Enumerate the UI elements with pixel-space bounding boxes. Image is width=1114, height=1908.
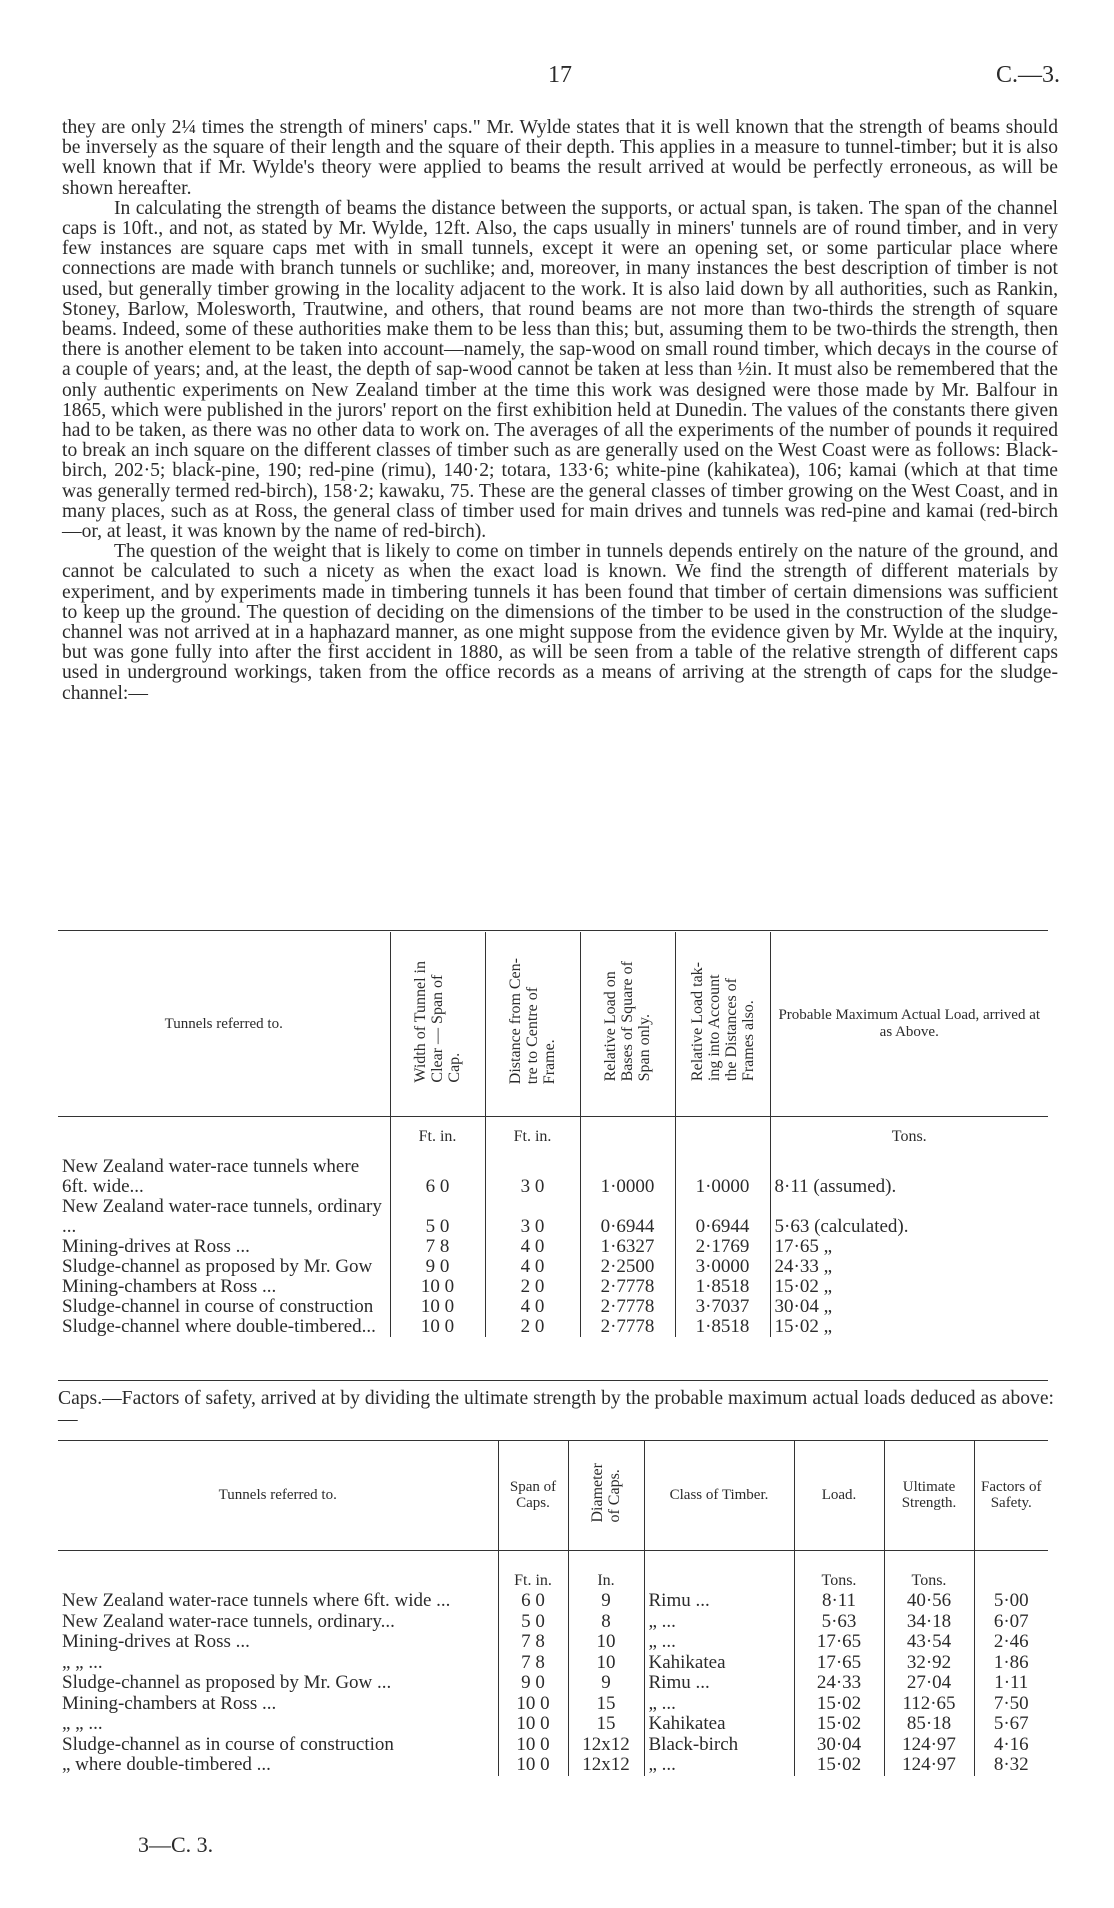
row-probable-load: 5·63 (calculated). xyxy=(770,1197,1048,1237)
row-probable-load: 24·33 „ xyxy=(770,1257,1048,1277)
table-bottom-rule xyxy=(58,1380,1048,1381)
row-relative-load-frames: 3·7037 xyxy=(675,1297,770,1317)
row-diameter: 15 xyxy=(568,1714,644,1735)
unit-cell xyxy=(580,1117,675,1158)
table-row xyxy=(58,1673,1048,1694)
row-relative-load: 2·2500 xyxy=(580,1257,675,1277)
row-distance: 4 0 xyxy=(485,1237,580,1257)
row-class: „ ... xyxy=(644,1632,794,1653)
table-row xyxy=(58,1197,1048,1237)
col-header-class: Class of Timber. xyxy=(644,1440,794,1551)
row-ultimate: 112·65 xyxy=(884,1694,974,1715)
row-distance: 4 0 xyxy=(485,1257,580,1277)
row-load: 24·33 xyxy=(794,1673,884,1694)
row-name: „ „ ... xyxy=(62,1651,103,1673)
paragraph: In calculating the strength of beams the distance between the supports, or actual span, is taken. The span of the channel caps is 10ft., and not, as stated by Mr. Wylde, 12ft. Also, the caps usually in miners' tunnels are of round timber, and in very few instances are square caps met with in small tunnels, except it were an opening set, or some particular place where connections are made with branch tunnels or suchlike; and, moreover, in many instances the best description of timber is not used, but generally timber growing in the locality adjacent to the work. It is also laid down by all authorities, such as Rankin, Stoney, Barlow, Molesworth, Trautwine, and others, that round beams are not more than two-thirds the strength of square beams. Indeed, some of these authorities make them to be less than this; but, assuming them to be two-thirds the strength, then there is another element to be taken into account—namely, the sap-wood on small round timber, which decays in the course of a couple of years; and, at the least, the depth of sap-wood cannot be taken at less than ½in. It must also be remembered that the only authentic experiments on New Zealand timber at the time this work was designed were those made by Mr. Balfour in 1865, which were published in the jurors' report on the first exhibition held at Dunedin. The values of the constants there given had to be taken, as there was no other data to work on. The averages of all the experiments of the number of pounds it required to break an inch square on the different classes of timber such as are generally used on the West Coast were as follows: Black-birch, 202·5; black-pine, 190; red-pine (rimu), 140·2; totara, 133·6; white-pine (kahikatea), 106; kamai (which at that time was generally termed red-birch), 158·2; kawaku, 75. These are the general classes of timber growing on the West Coast, and in many places, such as at Ross, the general class of timber used for main drives and tunnels was red-pine and kamai (red-birch—or, at least, it was known by the name of red-birch). xyxy=(62,197,1058,543)
unit-cell: Tons. xyxy=(794,1551,884,1592)
row-probable-load: 17·65 „ xyxy=(770,1237,1048,1257)
row-probable-load: 30·04 „ xyxy=(770,1297,1048,1317)
row-probable-load: 8·11 (assumed). xyxy=(770,1157,1048,1197)
row-name: Sludge-channel as proposed by Mr. Gow xyxy=(62,1256,373,1277)
col-header-factors: Factors of Safety. xyxy=(974,1440,1048,1551)
table-top-rule xyxy=(58,930,1048,931)
row-load: 15·02 xyxy=(794,1755,884,1776)
row-class: Kahikatea xyxy=(644,1714,794,1735)
table-header-row xyxy=(58,932,1048,1117)
row-span: 10 0 xyxy=(498,1755,568,1776)
row-distance: 2 0 xyxy=(485,1277,580,1297)
row-ultimate: 27·04 xyxy=(884,1673,974,1694)
unit-cell: Tons. xyxy=(770,1117,1048,1158)
row-relative-load-frames: 0·6944 xyxy=(675,1197,770,1237)
row-load: 30·04 xyxy=(794,1735,884,1756)
row-load: 8·11 xyxy=(794,1591,884,1612)
row-relative-load: 0·6944 xyxy=(580,1197,675,1237)
document-reference: C.—3. xyxy=(995,62,1060,88)
caps-paragraph: Caps.—Factors of safety, arrived at by dividing the ultimate strength by the probable maximum actual loads deduced as above:— xyxy=(58,1388,1054,1430)
row-factor: 1·11 xyxy=(974,1673,1048,1694)
col-header-relative-load-text: Relative Load on Bases of Square of Span only. xyxy=(602,961,653,1082)
table-row xyxy=(58,1653,1048,1674)
page-footer: 3—C. 3. xyxy=(138,1832,214,1857)
table-row xyxy=(58,1257,1048,1277)
row-load: 5·63 xyxy=(794,1612,884,1633)
row-factor: 4·16 xyxy=(974,1735,1048,1756)
col-header-load: Load. xyxy=(794,1440,884,1551)
row-name: New Zealand water-race tunnels, ordinary... xyxy=(62,1610,395,1632)
row-name: New Zealand water-race tunnels where 6ft. wide ... xyxy=(62,1590,451,1611)
row-diameter: 9 xyxy=(568,1673,644,1694)
row-relative-load-frames: 1·8518 xyxy=(675,1277,770,1297)
row-name: Mining-drives at Ross ... xyxy=(62,1236,250,1257)
row-name: Sludge-channel where double-timbered... xyxy=(62,1316,376,1337)
row-probable-load: 15·02 „ xyxy=(770,1317,1048,1337)
table-row xyxy=(58,1317,1048,1337)
row-name: Mining-drives at Ross ... xyxy=(62,1631,250,1652)
unit-cell: Ft. in. xyxy=(485,1117,580,1158)
row-ultimate: 34·18 xyxy=(884,1612,974,1633)
row-name: New Zealand water-race tunnels, ordinary ... xyxy=(62,1196,382,1237)
row-span: 10 0 xyxy=(390,1277,485,1297)
row-relative-load: 2·7778 xyxy=(580,1277,675,1297)
row-ultimate: 40·56 xyxy=(884,1591,974,1612)
row-distance: 2 0 xyxy=(485,1317,580,1337)
unit-cell: Tons. xyxy=(884,1551,974,1592)
table-row xyxy=(58,1591,1048,1612)
row-relative-load-frames: 1·8518 xyxy=(675,1317,770,1337)
row-class: Rimu ... xyxy=(644,1673,794,1694)
unit-cell: In. xyxy=(568,1551,644,1592)
table-header-row xyxy=(58,1440,1048,1551)
page-number: 17 xyxy=(548,62,572,88)
row-factor: 1·86 xyxy=(974,1653,1048,1674)
row-load: 15·02 xyxy=(794,1694,884,1715)
unit-cell xyxy=(644,1551,794,1592)
row-span: 10 0 xyxy=(390,1297,485,1317)
col-header-relative-load-frames xyxy=(675,932,770,1117)
table-row xyxy=(58,1237,1048,1257)
col-header-diameter xyxy=(568,1440,644,1551)
row-class: Rimu ... xyxy=(644,1591,794,1612)
unit-cell xyxy=(974,1551,1048,1592)
row-span: 10 0 xyxy=(498,1735,568,1756)
row-distance: 3 0 xyxy=(485,1197,580,1237)
row-factor: 7·50 xyxy=(974,1694,1048,1715)
row-load: 17·65 xyxy=(794,1632,884,1653)
row-relative-load: 1·6327 xyxy=(580,1237,675,1257)
table-row xyxy=(58,1297,1048,1317)
row-relative-load-frames: 3·0000 xyxy=(675,1257,770,1277)
col-header-relative-load-frames-text: Relative Load tak- ing into Account the Distances of Frames also. xyxy=(688,961,757,1082)
col-header-relative-load xyxy=(580,932,675,1117)
row-span: 6 0 xyxy=(498,1591,568,1612)
table-row xyxy=(58,1277,1048,1297)
row-ultimate: 124·97 xyxy=(884,1755,974,1776)
row-ultimate: 32·92 xyxy=(884,1653,974,1674)
row-name: Mining-chambers at Ross ... xyxy=(62,1692,277,1714)
row-diameter: 8 xyxy=(568,1612,644,1633)
factors-of-safety-table xyxy=(58,1440,1048,1776)
table-row xyxy=(58,1735,1048,1756)
row-factor: 6·07 xyxy=(974,1612,1048,1633)
row-name: New Zealand water-race tunnels where 6ft. wide... xyxy=(62,1156,360,1197)
row-class: „ ... xyxy=(644,1755,794,1776)
paragraph: they are only 2¼ times the strength of miners' caps." Mr. Wylde states that it is well known that the strength of beams should be inversely as the square of their length and the square of their depth. This applies in a measure to tunnel-timber; but it is also well known that if Mr. Wylde's theory were applied to beams the result arrived at would be perfectly erroneous, as will be shown hereafter. xyxy=(62,117,1058,199)
row-span: 7 8 xyxy=(390,1237,485,1257)
row-name: „ where double-timbered ... xyxy=(62,1754,271,1775)
unit-cell xyxy=(58,1117,390,1158)
unit-cell: Ft. in. xyxy=(390,1117,485,1158)
row-span: 10 0 xyxy=(390,1317,485,1337)
col-header-width-text: Width of Tunnel in Clear — Span of Cap. xyxy=(412,960,463,1083)
row-class: Kahikatea xyxy=(644,1653,794,1674)
table-row xyxy=(58,1714,1048,1735)
col-header-tunnels: Tunnels referred to. xyxy=(58,1440,498,1551)
row-name: Mining-chambers at Ross ... xyxy=(62,1276,277,1297)
row-span: 7 8 xyxy=(498,1632,568,1653)
unit-cell xyxy=(675,1117,770,1158)
row-name: Sludge-channel in course of construction xyxy=(62,1296,374,1317)
relative-strength-table xyxy=(58,932,1048,1337)
row-span: 5 0 xyxy=(498,1612,568,1633)
row-distance: 4 0 xyxy=(485,1297,580,1317)
row-relative-load: 2·7778 xyxy=(580,1297,675,1317)
unit-cell: Ft. in. xyxy=(498,1551,568,1592)
table-row xyxy=(58,1612,1048,1633)
row-diameter: 10 xyxy=(568,1653,644,1674)
units-row xyxy=(58,1551,1048,1592)
table-row xyxy=(58,1632,1048,1653)
body-text xyxy=(62,118,1058,704)
row-span: 5 0 xyxy=(390,1197,485,1237)
row-span: 10 0 xyxy=(498,1714,568,1735)
row-factor: 8·32 xyxy=(974,1755,1048,1776)
paragraph: The question of the weight that is likely to come on timber in tunnels depends entirely on the nature of the ground, and cannot be calculated to such a nicety as when the exact load is known. We find the strength of different materials by experiment, and by experiments made in timbering tunnels it has been found that timber of certain dimensions was sufficient to keep up the ground. The question of deciding on the dimensions of the timber to be used in the construction of the sludge-channel was not arrived at in a haphazard manner, as one might suppose from the evidence given by Mr. Wylde at the inquiry, but was gone fully into after the first accident in 1880, as will be seen from a table of the relative strength of different caps used in underground workings, taken from the office records as a means of arriving at the strength of caps for the sludge-channel:— xyxy=(62,541,1058,704)
col-header-span: Span of Caps. xyxy=(498,1440,568,1551)
row-class: „ ... xyxy=(644,1612,794,1633)
col-header-tunnels: Tunnels referred to. xyxy=(58,932,390,1117)
col-header-distance xyxy=(485,932,580,1117)
row-span: 7 8 xyxy=(498,1653,568,1674)
col-header-width xyxy=(390,932,485,1117)
row-relative-load: 2·7778 xyxy=(580,1317,675,1337)
row-span: 6 0 xyxy=(390,1157,485,1197)
col-header-distance-text: Distance from Cen- tre to Centre of Frame. xyxy=(507,958,558,1085)
row-load: 15·02 xyxy=(794,1714,884,1735)
table-row xyxy=(58,1755,1048,1776)
row-relative-load-frames: 2·1769 xyxy=(675,1237,770,1257)
row-ultimate: 124·97 xyxy=(884,1735,974,1756)
row-diameter: 10 xyxy=(568,1632,644,1653)
table-row xyxy=(58,1694,1048,1715)
row-diameter: 12x12 xyxy=(568,1735,644,1756)
row-relative-load: 1·0000 xyxy=(580,1157,675,1197)
units-row xyxy=(58,1117,1048,1158)
col-header-ultimate: Ultimate Strength. xyxy=(884,1440,974,1551)
row-name: „ „ ... xyxy=(62,1713,103,1734)
row-span: 10 0 xyxy=(498,1694,568,1715)
row-diameter: 9 xyxy=(568,1591,644,1612)
row-probable-load: 15·02 „ xyxy=(770,1277,1048,1297)
row-diameter: 12x12 xyxy=(568,1755,644,1776)
row-relative-load-frames: 1·0000 xyxy=(675,1157,770,1197)
table-row xyxy=(58,1157,1048,1197)
row-name: Sludge-channel as proposed by Mr. Gow ... xyxy=(62,1672,392,1693)
row-diameter: 15 xyxy=(568,1694,644,1715)
row-factor: 2·46 xyxy=(974,1632,1048,1653)
row-factor: 5·67 xyxy=(974,1714,1048,1735)
row-class: „ ... xyxy=(644,1694,794,1715)
row-name: Sludge-channel as in course of construction xyxy=(62,1733,394,1755)
unit-cell xyxy=(58,1551,498,1592)
row-factor: 5·00 xyxy=(974,1591,1048,1612)
row-load: 17·65 xyxy=(794,1653,884,1674)
row-ultimate: 43·54 xyxy=(884,1632,974,1653)
row-class: Black-birch xyxy=(644,1735,794,1756)
row-distance: 3 0 xyxy=(485,1157,580,1197)
row-span: 9 0 xyxy=(390,1257,485,1277)
col-header-diameter-text: Diameter of Caps. xyxy=(589,1463,623,1523)
col-header-probable-load: Probable Maximum Actual Load, arrived at as Above. xyxy=(770,932,1048,1117)
row-span: 9 0 xyxy=(498,1673,568,1694)
row-ultimate: 85·18 xyxy=(884,1714,974,1735)
